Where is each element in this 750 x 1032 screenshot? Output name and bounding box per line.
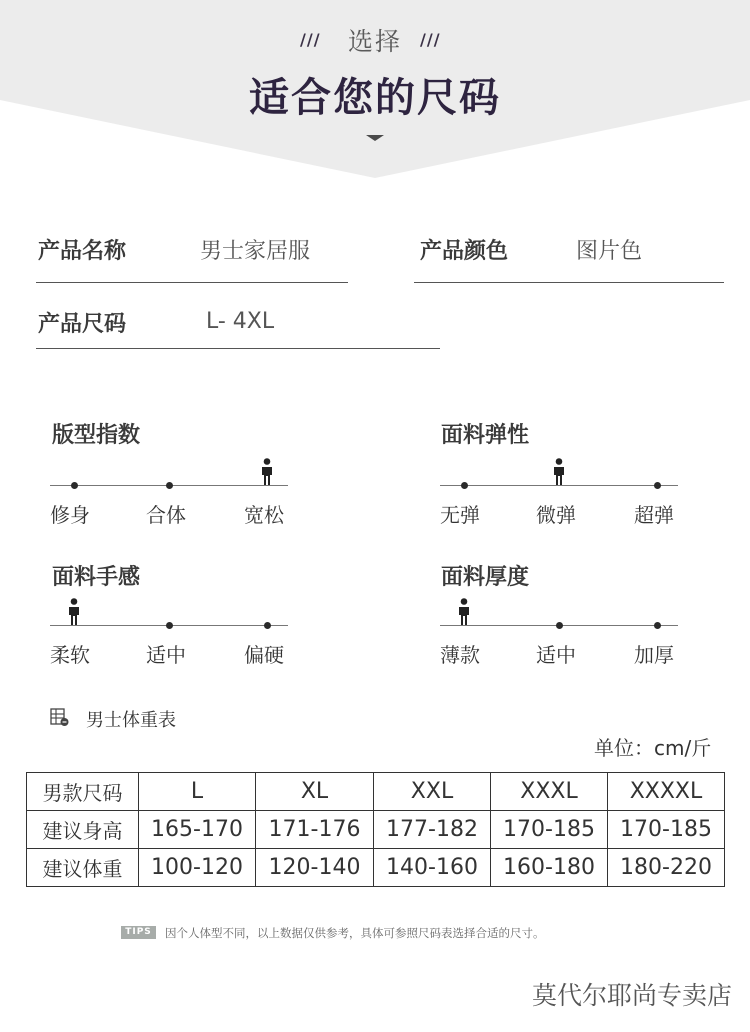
- table-cell: XL: [256, 773, 374, 811]
- table-cell: 140-160: [374, 849, 491, 887]
- header-banner: [0, 0, 750, 180]
- product-name-label: 产品名称: [38, 239, 127, 264]
- scale-tick-label: 宽松: [244, 503, 284, 527]
- table-cell: 180-220: [608, 849, 725, 887]
- scale-title: 面料手感: [52, 565, 141, 590]
- weight-table-title: 男士体重表: [86, 710, 176, 731]
- page-title: 适合您的尺码: [249, 75, 501, 121]
- scale-tick-label: 适中: [536, 643, 576, 667]
- scale-tick-label: 无弹: [440, 503, 480, 527]
- table-row: [27, 849, 725, 887]
- tips-badge: TIPS: [121, 926, 156, 939]
- scale-tick-label: 偏硬: [244, 643, 284, 667]
- scale-title: 面料弹性: [441, 423, 530, 448]
- scale-tick-label: 合体: [146, 503, 186, 527]
- product-name-value: 男士家居服: [200, 239, 311, 264]
- scale-tick-label: 柔软: [50, 643, 90, 667]
- header-label: 选择: [347, 27, 402, 56]
- product-size-label: 产品尺码: [38, 312, 127, 337]
- scale-dot: [654, 482, 661, 489]
- divider: [36, 348, 440, 349]
- table-header-row: [27, 773, 725, 811]
- table-icon: [50, 707, 70, 727]
- scale-tick-label: 超弹: [634, 503, 674, 527]
- product-size-value: L- 4XL: [206, 309, 275, 334]
- table-cell: XXXXL: [608, 773, 725, 811]
- table-row-header: 男款尺码: [27, 773, 139, 811]
- scale-tick-label: 适中: [146, 643, 186, 667]
- table-cell: 170-185: [608, 811, 725, 849]
- table-cell: 170-185: [491, 811, 608, 849]
- unit-label: 单位：cm/斤: [594, 736, 712, 760]
- product-color-value: 图片色: [576, 239, 643, 264]
- scale-title: 版型指数: [52, 423, 141, 448]
- scale-dot: [166, 622, 173, 629]
- scale-dot: [461, 482, 468, 489]
- table-row-header: 建议身高: [27, 811, 139, 849]
- table-cell: XXL: [374, 773, 491, 811]
- product-color-label: 产品颜色: [420, 239, 509, 264]
- table-cell: 120-140: [256, 849, 374, 887]
- scale-dot: [166, 482, 173, 489]
- scale-dot: [71, 482, 78, 489]
- scale-dot: [654, 622, 661, 629]
- scale-tick-label: 微弹: [536, 503, 576, 527]
- scale-dot: [556, 622, 563, 629]
- table-row: [27, 811, 725, 849]
- store-watermark: 莫代尔耶尚专卖店: [531, 981, 732, 1010]
- table-cell: 165-170: [139, 811, 256, 849]
- person-marker-icon: [457, 598, 471, 626]
- header-deco-left: ///: [300, 30, 321, 49]
- table-cell: 171-176: [256, 811, 374, 849]
- table-cell: 177-182: [374, 811, 491, 849]
- divider: [414, 282, 724, 283]
- scale-dot: [264, 622, 271, 629]
- person-marker-icon: [67, 598, 81, 626]
- table-row-header: 建议体重: [27, 849, 139, 887]
- person-marker-icon: [552, 458, 566, 486]
- scale-tick-label: 修身: [50, 503, 90, 527]
- table-cell: 160-180: [491, 849, 608, 887]
- scale-tick-label: 薄款: [440, 643, 480, 667]
- table-cell: 100-120: [139, 849, 256, 887]
- tips-text: 因个人体型不同，以上数据仅供参考，具体可参照尺码表选择合适的尺寸。: [165, 926, 545, 940]
- size-table: [26, 772, 725, 887]
- table-cell: L: [139, 773, 256, 811]
- table-cell: XXXL: [491, 773, 608, 811]
- scale-title: 面料厚度: [441, 565, 530, 590]
- person-marker-icon: [260, 458, 274, 486]
- scale-tick-label: 加厚: [634, 643, 674, 667]
- header-deco-right: ///: [420, 30, 441, 49]
- divider: [36, 282, 348, 283]
